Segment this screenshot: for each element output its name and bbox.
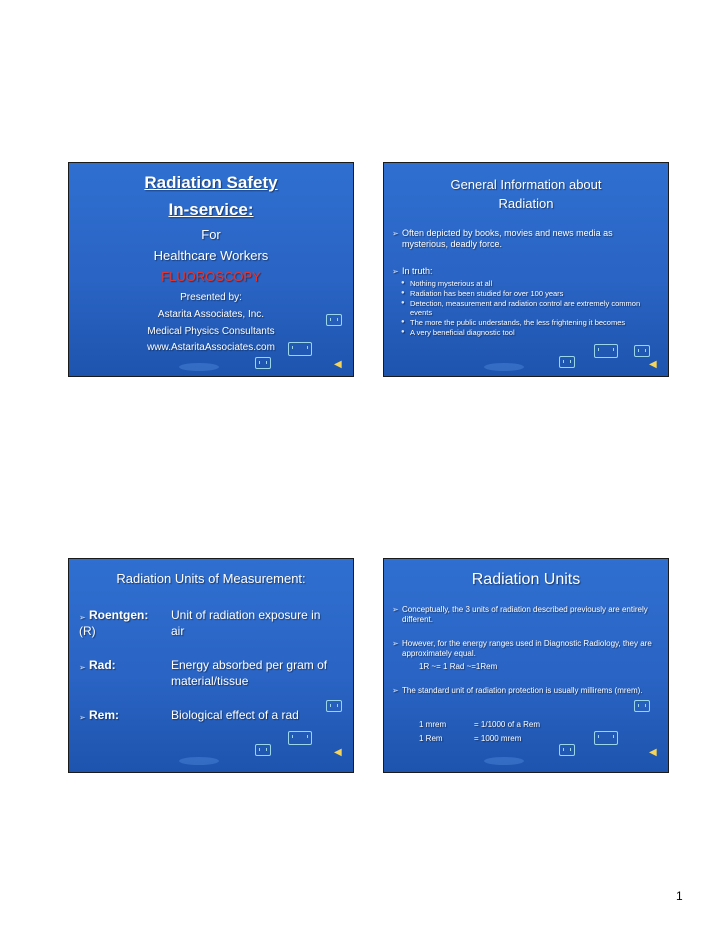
conversion-row: 1 Rem = 1000 mrem [419,734,522,743]
arrow-bullet-icon: ➢ [79,663,86,672]
equivalence-text: 1R ~= 1 Rad ~=1Rem [419,662,498,671]
action-button-icon[interactable] [288,342,312,356]
decorative-swirl [179,363,219,371]
action-button-icon[interactable] [559,356,575,368]
decorative-swirl [179,757,219,765]
unit-def-cont: air [171,624,185,638]
topic-text: FLUOROSCOPY [161,269,261,284]
action-button-icon[interactable] [594,731,618,745]
website-link[interactable]: www.AstaritaAssociates.com [147,342,275,353]
unit-term: Rem: [89,708,120,722]
bullet-item: ➢ Often depicted by books, movies and news media as mysterious, deadly force. [392,228,613,249]
arrow-bullet-icon: ➢ [392,267,399,276]
action-button-icon[interactable] [634,345,650,357]
slide-general-info [383,162,669,377]
page-number: 1 [676,889,683,903]
unit-term: Rad: [89,658,116,672]
speaker-icon[interactable]: ◀ [334,359,342,370]
sub-bullet-item: ● A very beneficial diagnostic tool [401,328,515,337]
action-button-icon[interactable] [594,344,618,358]
unit-def: Biological effect of a rad [171,708,299,722]
audience-text: Healthcare Workers [153,248,269,263]
arrow-bullet-icon: ➢ [392,639,399,648]
action-button-icon[interactable] [288,731,312,745]
action-button-icon[interactable] [255,744,271,756]
company-name: Astarita Associates, Inc. [157,309,265,320]
bullet-item: ➢ In truth: [392,266,433,276]
bullet-item: ➢ The standard unit of radiation protection is usually millirems (mrem). [392,686,643,695]
slide-units-measurement [68,558,354,773]
slide-title [68,162,354,377]
arrow-bullet-icon: ➢ [79,713,86,722]
slide-title: Radiation Units of Measurement: [116,571,306,586]
unit-def: Energy absorbed per gram of [171,658,328,672]
sub-bullet-item: ● Detection, measurement and radiation control are extremely common events [401,299,641,317]
decorative-swirl [484,757,524,765]
speaker-icon[interactable]: ◀ [649,747,657,758]
round-bullet-icon: ● [401,300,405,306]
slide-title-line2: In-service: [168,200,254,219]
for-text: For [201,227,221,242]
sub-bullet-item: ● The more the public understands, the less frightening it becomes [401,318,626,327]
round-bullet-icon: ● [401,290,405,296]
company-desc: Medical Physics Consultants [147,326,275,337]
speaker-icon[interactable]: ◀ [334,747,342,758]
action-button-icon[interactable] [326,314,342,326]
arrow-bullet-icon: ➢ [392,229,399,238]
unit-def-cont: material/tissue [171,674,249,688]
presented-by: Presented by: [180,292,242,303]
unit-term: Roentgen: [89,608,149,622]
decorative-swirl [484,363,524,371]
conversion-row: 1 mrem = 1/1000 of a Rem [419,720,541,729]
slide-title-line2: Radiation [498,196,554,211]
speaker-icon[interactable]: ◀ [649,359,657,370]
arrow-bullet-icon: ➢ [392,605,399,614]
sub-bullet-list [401,279,646,337]
sub-bullet-item: ● Nothing mysterious at all [401,279,493,288]
slide-title-line1: General Information about [450,177,602,192]
bullet-item: ➢ Conceptually, the 3 units of radiation described previously are entirely different. [392,605,648,624]
sub-bullet-item: ● Radiation has been studied for over 100 years [401,289,564,298]
action-button-icon[interactable] [559,744,575,756]
arrow-bullet-icon: ➢ [79,613,86,622]
action-button-icon[interactable] [634,700,650,712]
round-bullet-icon: ● [401,280,405,286]
round-bullet-icon: ● [401,319,405,325]
bullet-item: ➢ However, for the energy ranges used in Diagnostic Radiology, they are approximately equal. [392,639,652,658]
slide-title-line1: Radiation Safety [144,173,278,192]
slide-radiation-units [383,558,669,773]
slide-title: Radiation Units [471,571,581,588]
action-button-icon[interactable] [326,700,342,712]
round-bullet-icon: ● [401,329,405,335]
action-button-icon[interactable] [255,357,271,369]
unit-def: Unit of radiation exposure in [171,608,321,622]
unit-symbol: (R) [79,624,96,638]
arrow-bullet-icon: ➢ [392,686,399,695]
